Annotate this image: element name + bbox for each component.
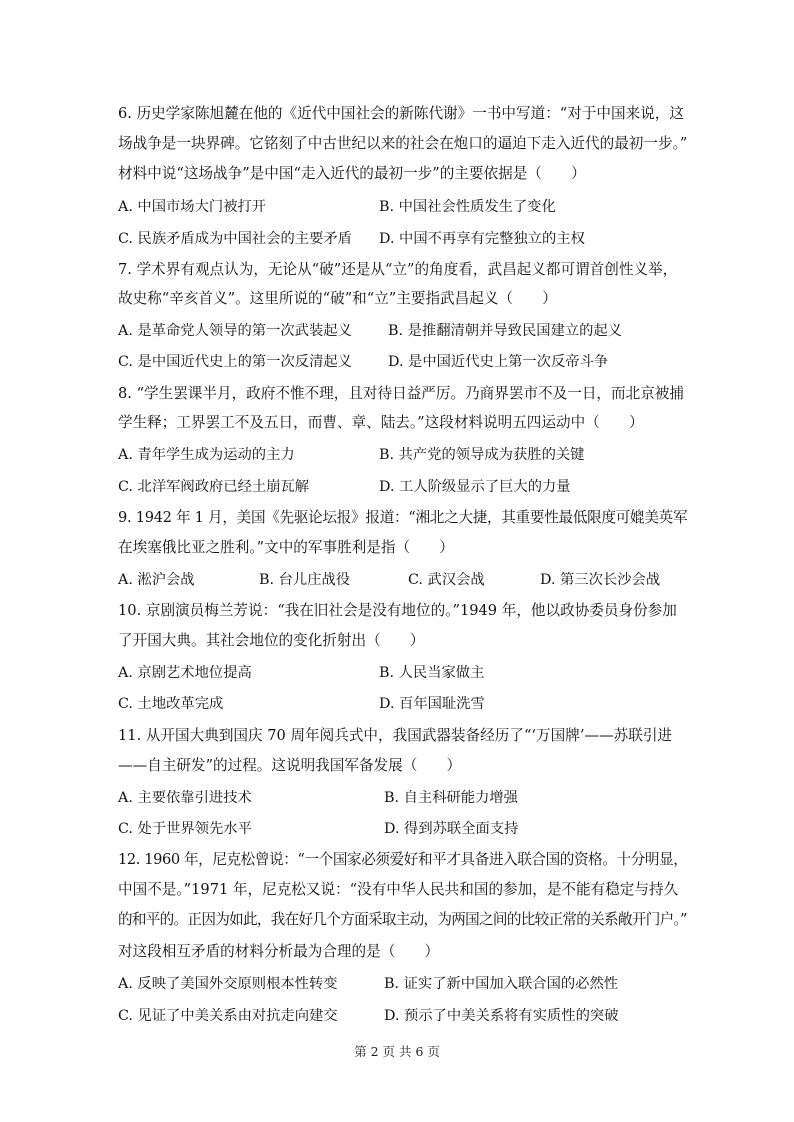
q11-option-b: B. 自主科研能力增强 — [384, 790, 518, 806]
q12-stem-line-4: 对这段相互矛盾的材料分析最为合理的是（ ） — [118, 943, 440, 960]
q6-option-d: D. 中国不再享有完整独立的主权 — [379, 231, 585, 247]
q6-option-a: A. 中国市场大门被打开 — [118, 199, 267, 215]
q9-option-a: A. 淞沪会战 — [118, 572, 195, 588]
q9-stem-line-2: 在埃塞俄比亚之胜利。”文中的军事胜利是指（ ） — [118, 539, 454, 556]
q6-stem-line-1: 6. 历史学家陈旭麓在他的《近代中国社会的新陈代谢》一书中写道：“对于中国来说，这 — [118, 105, 684, 122]
q10-stem-line-1: 10. 京剧演员梅兰芳说：“我在旧社会是没有地位的。”1949 年，他以政协委员身份参加 — [118, 602, 677, 619]
q10-option-a: A. 京剧艺术地位提高 — [118, 665, 252, 681]
q7-option-b: B. 是推翻清朝并导致民国建立的起义 — [388, 323, 623, 339]
q12-option-d: D. 预示了中美关系将有实质性的突破 — [384, 1008, 619, 1024]
q11-option-d: D. 得到苏联全面支持 — [384, 821, 519, 837]
q11-option-a: A. 主要依靠引进技术 — [118, 790, 252, 806]
q6-option-b: B. 中国社会性质发生了变化 — [379, 199, 556, 215]
q9-option-b: B. 台儿庄战役 — [259, 572, 351, 588]
q12-stem-line-2: 中国不是。”1971 年，尼克松又说：“没有中华人民共和国的参加，是不能有稳定与持久 — [118, 881, 679, 898]
q7-option-c: C. 是中国近代史上的第一次反清起义 — [118, 354, 352, 370]
q10-stem-line-2: 了开国大典。其社会地位的变化折射出（ ） — [118, 632, 425, 649]
q10-option-c: C. 土地改革完成 — [118, 696, 224, 712]
q12-stem-line-3: 的和平的。正因为如此，我在好几个方面采取主动，为两国之间的比较正常的关系敞开门户。” — [118, 911, 687, 928]
page-number-footer: 第 2 页 共 6 页 — [354, 1044, 440, 1059]
q11-stem-line-2: ——自主研发”的过程。这说明我国军备发展（ ） — [118, 757, 462, 774]
q7-option-a: A. 是革命党人领导的第一次武装起义 — [118, 323, 352, 339]
q7-option-d: D. 是中国近代史上第一次反帝斗争 — [388, 354, 609, 370]
q12-option-b: B. 证实了新中国加入联合国的必然性 — [384, 976, 619, 992]
q9-stem-line-1: 9. 1942 年 1 月，美国《先驱论坛报》报道：“湘北之大捷，其重要性最低限度可媲美英军 — [118, 509, 688, 526]
q11-stem-line-1: 11. 从开国大典到国庆 70 周年阅兵式中，我国武器装备经历了“‘万国牌’——苏联引进 — [118, 727, 673, 744]
q9-option-d: D. 第三次长沙会战 — [540, 572, 661, 588]
q8-option-a: A. 青年学生成为运动的主力 — [118, 447, 295, 463]
q7-stem-line-2: 故史称“辛亥首义”。这里所说的“破”和“立”主要指武昌起义（ ） — [118, 290, 557, 307]
q12-stem-line-1: 12. 1960 年，尼克松曾说：“一个国家必须爱好和平才具备进入联合国的资格。十分明显， — [118, 851, 688, 868]
q10-option-d: D. 百年国耻洗雪 — [379, 696, 485, 712]
q11-option-c: C. 处于世界领先水平 — [118, 821, 252, 837]
q6-option-c: C. 民族矛盾成为中国社会的主要矛盾 — [118, 231, 352, 247]
q8-stem-line-2: 学生释；工界罢工不及五日，而曹、章、陆去。”这段材料说明五四运动中（ ） — [118, 414, 644, 431]
q10-option-b: B. 人民当家做主 — [379, 665, 485, 681]
q6-stem-line-3: 材料中说“这场战争”是中国“走入近代的最初一步”的主要依据是（ ） — [118, 165, 586, 182]
q12-option-a: A. 反映了美国外交原则根本性转变 — [118, 976, 338, 992]
q8-stem-line-1: 8. “学生罢课半月，政府不惟不理，且对待日益严厉。乃商界罢市不及一日，而北京被捕 — [118, 385, 684, 402]
q8-option-d: D. 工人阶级显示了巨大的力量 — [379, 479, 571, 495]
q7-stem-line-1: 7. 学术界有观点认为，无论从“破”还是从“立”的角度看，武昌起义都可谓首创性义举， — [118, 261, 678, 278]
q8-option-c: C. 北洋军阀政府已经土崩瓦解 — [118, 479, 310, 495]
q12-option-c: C. 见证了中美关系由对抗走向建交 — [118, 1008, 338, 1024]
q8-option-b: B. 共产党的领导成为获胜的关键 — [379, 447, 585, 463]
q6-stem-line-2: 场战争是一块界碑。它铭刻了中古世纪以来的社会在炮口的逼迫下走入近代的最初一步。” — [118, 135, 688, 152]
q9-option-c: C. 武汉会战 — [408, 572, 485, 588]
